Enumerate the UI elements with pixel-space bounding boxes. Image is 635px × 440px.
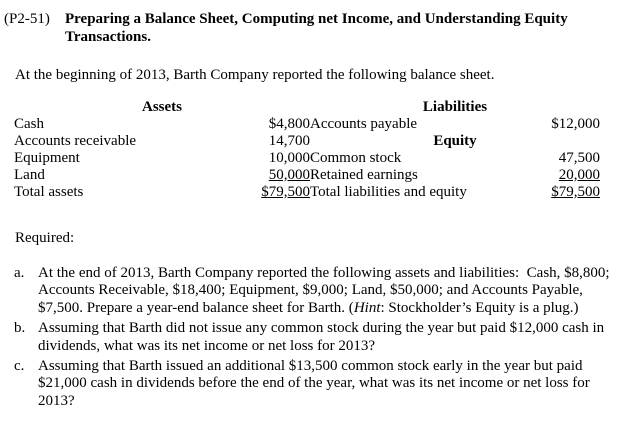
item-letter: b. <box>14 320 26 337</box>
table-header-row <box>14 99 600 116</box>
hint-word: Hint <box>353 299 381 316</box>
required-heading: Required: <box>15 230 75 246</box>
assets-header: Assets <box>142 99 182 115</box>
equity-amount-underlined: 20,000 <box>558 167 600 183</box>
problem-number: (P2-51) <box>4 11 50 27</box>
item-text: Assuming that Barth issued an additional $13,500 common stock early in the year but paid $21,000 cash in dividends before the end of the year, what was its net income or net loss for 2013? <box>38 358 594 409</box>
intro-paragraph: At the beginning of 2013, Barth Company reported the following balance sheet. <box>15 67 495 83</box>
equity-amount: 47,500 <box>558 150 600 166</box>
equity-label: Common stock <box>310 150 402 166</box>
problem-title-line1: Preparing a Balance Sheet, Computing net Income, and Understanding Equity <box>65 11 568 27</box>
table-row-land-retained <box>14 167 600 184</box>
total-assets-amount: $79,500 <box>261 184 310 200</box>
liability-label: Accounts payable <box>310 116 418 132</box>
asset-label: Land <box>14 167 45 183</box>
item-text-before: At the end of 2013, Barth Company reported the following assets and liabilities: Cash, $8,800; Accounts Receivable, $18,400; Equipment, $9,000; Land, $50,000; and Accounts Payable, $7,500. Prepare a year-end balance sheet for Barth. ( <box>38 265 613 316</box>
asset-amount: 14,700 <box>268 133 310 149</box>
table-row-receivable-equityhead <box>14 133 600 150</box>
asset-label: Accounts receivable <box>14 133 137 149</box>
table-row-equipment-commonstock <box>14 150 600 167</box>
table-row-cash-payable <box>14 116 600 133</box>
list-item-a <box>14 265 625 317</box>
problem-title-line2: Transactions. <box>65 29 151 45</box>
asset-amount-underlined: 50,000 <box>268 167 310 183</box>
asset-amount: 10,000 <box>268 150 310 166</box>
equity-header: Equity <box>433 133 477 149</box>
item-text-after: : Stockholder’s Equity is a plug.) <box>380 299 579 316</box>
required-list <box>4 265 625 410</box>
item-letter: a. <box>14 265 25 281</box>
problem-header <box>4 10 625 46</box>
total-assets-label: Total assets <box>14 184 84 200</box>
total-liabilities-amount: $79,500 <box>551 184 600 200</box>
equity-label: Retained earnings <box>310 167 418 183</box>
liability-amount: $12,000 <box>551 116 600 132</box>
asset-label: Equipment <box>14 150 80 166</box>
problem-title <box>65 10 625 46</box>
total-liabilities-label: Total liabilities and equity <box>310 184 467 200</box>
list-item-c <box>14 358 625 410</box>
asset-amount: $4,800 <box>268 116 310 132</box>
liabilities-header: Liabilities <box>422 99 488 115</box>
item-letter: c. <box>14 358 25 375</box>
list-item-b <box>14 320 625 355</box>
balance-sheet-table <box>14 99 600 201</box>
asset-label: Cash <box>14 116 44 132</box>
table-row-totals <box>14 184 600 201</box>
item-text <box>38 265 625 317</box>
item-text: Assuming that Barth did not issue any common stock during the year but paid $12,000 cash in dividends, what was its net income or net loss for 2013? <box>38 320 608 354</box>
